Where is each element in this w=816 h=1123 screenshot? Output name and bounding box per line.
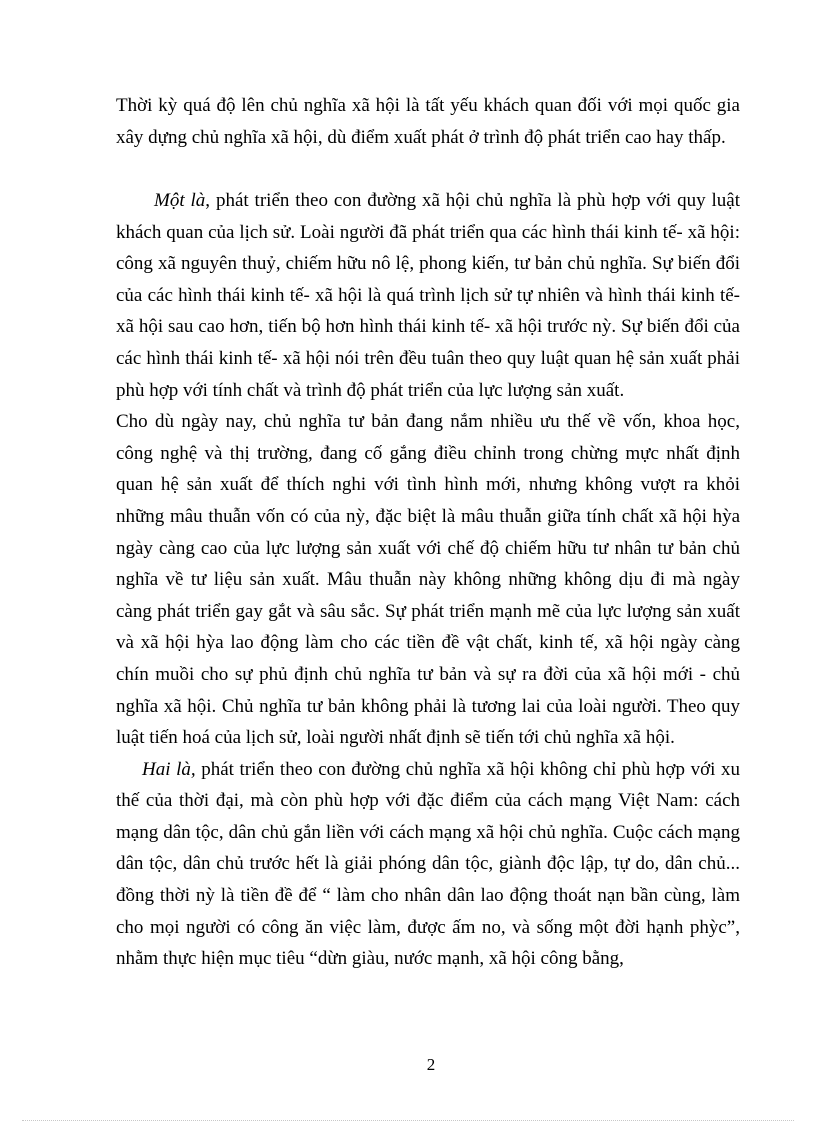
first-point-lead: Một là [154,190,206,211]
text-block-top [116,90,740,153]
first-point-paragraph [116,185,740,406]
second-point-lead: Hai là, [142,758,196,780]
intro-paragraph: Thời kỳ quá độ lên chủ nghĩa xã hội là tất yếu khách quan đối với mọi quốc gia xây dựng chủ nghĩa xã hội, dù điểm xuất phát ở trình độ phát triển cao hay thấp. [116,95,740,148]
capitalism-paragraph: Cho dù ngày nay, chủ nghĩa tư bản đang nắm nhiều ưu thế về vốn, khoa học, công nghệ và thị trường, đang cố gắng điều chỉnh trong chừng mực nhất định quan hệ sản xuất để thích nghi với tình hình mới, nhưng không vượt ra khỏi những mâu thuẫn vốn có của nỳ, đặc biệt là mâu thuẫn giữa tính chất xã hội hỳa ngày càng cao của lực lượng sản xuất với chế độ chiếm hữu tư nhân tư bản chủ nghĩa về tư liệu sản xuất. Mâu thuẫn này không những không dịu đi mà ngày càng phát triển gay gắt và sâu sắc. Sự phát triển mạnh mẽ của lực lượng sản xuất và xã hội hỳa lao động làm cho các tiền đề vật chất, kinh tế, xã hội ngày càng chín muồi cho sự phủ định chủ nghĩa tư bản và sự ra đời của xã hội mới - chủ nghĩa xã hội. Chủ nghĩa tư bản không phải là tương lai của loài người. Theo quy luật tiến hoá của lịch sử, loài người nhất định sẽ tiến tới chủ nghĩa xã hội. [116,411,740,749]
page-bottom-divider [22,1120,794,1121]
second-point-paragraph [116,754,740,975]
second-point-text: phát triển theo con đường chủ nghĩa xã hội không chỉ phù hợp với xu thế của thời đại, mà còn phù hợp với đặc điểm của cách mạng Việt Nam: cách mạng dân tộc, dân chủ gắn liền với cách mạng xã hội chủ nghĩa. Cuộc cách mạng dân tộc, dân chủ trước hết là giải phóng dân tộc, giành độc lập, tự do, dân chủ... đồng thời nỳ là tiền đề để “ làm cho nhân dân lao động thoát nạn bần cùng, làm cho mọi người có công ăn việc làm, được ấm no, và sống một đời hạnh phỳc”, nhằm thực hiện mục tiêu “dừn giàu, nước mạnh, xã hội công bằng, [116,758,740,970]
first-point-text: , phát triển theo con đường xã hội chủ nghĩa là phù hợp với quy luật khách quan của lịch sử. Loài người đã phát triển qua các hình thái kinh tế- xã hội: công xã nguyên thuỷ, chiếm hữu nô lệ, phong kiến, tư bản chủ nghĩa. Sự biến đổi của các hình thái kinh tế- xã hội là quá trình lịch sử tự nhiên và hình thái kinh tế- xã hội sau cao hơn, tiến bộ hơn hình thái kinh tế- xã hội trước nỳ. Sự biến đổi của các hình thái kinh tế- xã hội nói trên đều tuân theo quy luật quan hệ sản xuất phải phù hợp với tính chất và trình độ phát triển của lực lượng sản xuất. [116,190,741,401]
text-block-main [116,185,740,975]
page-number: 2 [426,1055,436,1074]
